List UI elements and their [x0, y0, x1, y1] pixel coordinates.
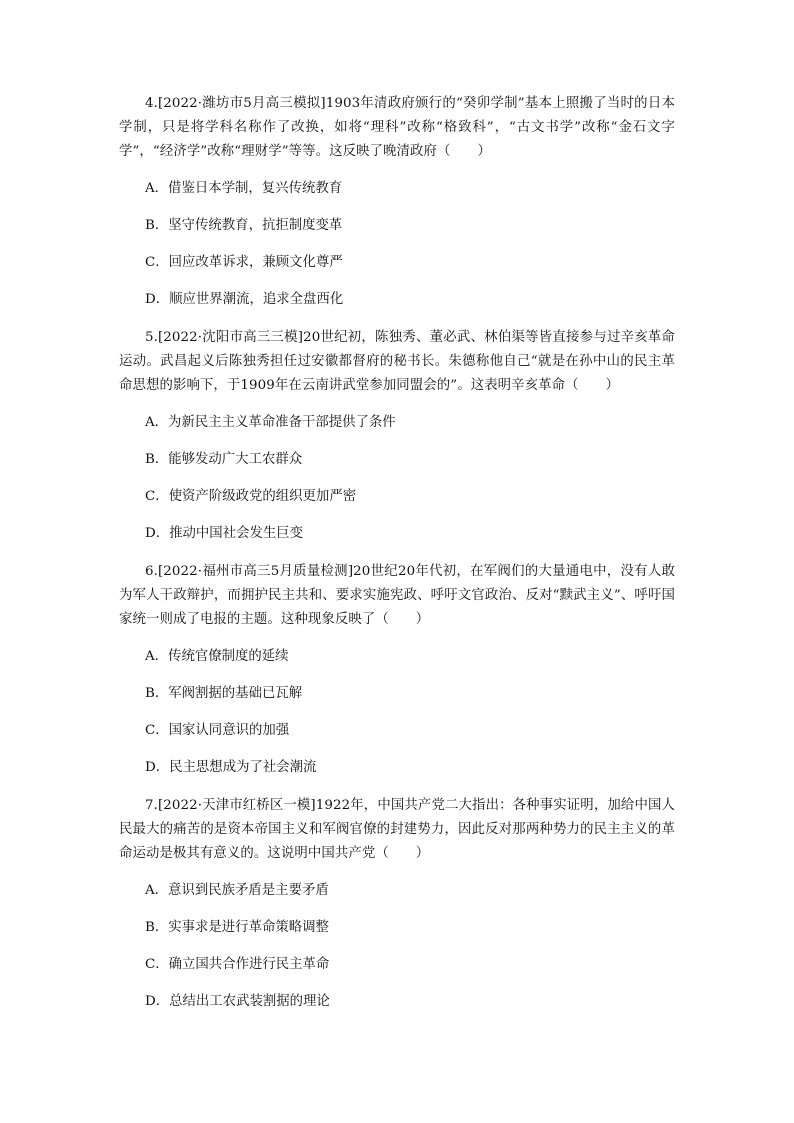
option-a: A．意识到民族矛盾是主要矛盾 [145, 883, 329, 898]
question-7 [119, 794, 675, 1013]
question-stem: 6.[2022·福州市高三5月质量检测]20世纪20年代初，在军阀们的大量通电中，没有人敢为军人干政辩护，而拥护民主共和、要求实施宪政、呼吁文官政治、反对“黩武主义”、呼吁国家统一则成了电报的主题。这种现象反映了（ ） [119, 564, 675, 627]
option-c: C．确立国共合作进行民主革命 [145, 957, 330, 972]
option-b: B．能够发动广大工农群众 [145, 452, 303, 467]
option-d: D．推动中国社会发生巨变 [145, 526, 304, 541]
question-stem: 4.[2022·潍坊市5月高三模拟]1903年清政府颁行的“癸卯学制”基本上照搬了当时的日本学制，只是将学科名称作了改换，如将“理科”改称“格致科”，“古文书学”改称“金石文字学”，“经济学”改称“理财学”等等。这反映了晚清政府（ ） [119, 96, 675, 159]
question-5 [119, 326, 675, 545]
question-list [119, 92, 675, 1028]
option-b: B．军阀割据的基础已瓦解 [145, 686, 303, 701]
question-stem: 7.[2022·天津市红桥区一模]1922年，中国共产党二大指出：各种事实证明，加给中国人民最大的痛苦的是资本帝国主义和军阀官僚的封建势力，因此反对那两种势力的民主主义的革命运动是极其有意义的。这说明中国共产党（ ） [119, 798, 675, 861]
option-a: A．传统官僚制度的延续 [145, 649, 289, 664]
question-stem: 5.[2022·沈阳市高三三模]20世纪初，陈独秀、董必武、林伯渠等皆直接参与过辛亥革命运动。武昌起义后陈独秀担任过安徽都督府的秘书长。朱德称他自己“就是在孙中山的民主革命思想的影响下，于1909年在云南讲武堂参加同盟会的”。这表明辛亥革命（ ） [119, 330, 675, 393]
option-c: C．国家认同意识的加强 [145, 723, 290, 738]
question-6 [119, 560, 675, 779]
option-c: C．回应改革诉求，兼顾文化尊严 [145, 255, 343, 270]
option-c: C．使资产阶级政党的组织更加严密 [145, 489, 357, 504]
option-d: D．民主思想成为了社会潮流 [145, 760, 317, 775]
question-4 [119, 92, 675, 311]
option-b: B．坚守传统教育，抗拒制度变革 [145, 218, 343, 233]
option-d: D．总结出工农武装割据的理论 [145, 994, 330, 1009]
option-a: A．借鉴日本学制，复兴传统教育 [145, 181, 343, 196]
option-b: B．实事求是进行革命策略调整 [145, 920, 329, 935]
option-d: D．顺应世界潮流，追求全盘西化 [145, 292, 344, 307]
option-a: A．为新民主主义革命准备干部提供了条件 [145, 415, 396, 430]
